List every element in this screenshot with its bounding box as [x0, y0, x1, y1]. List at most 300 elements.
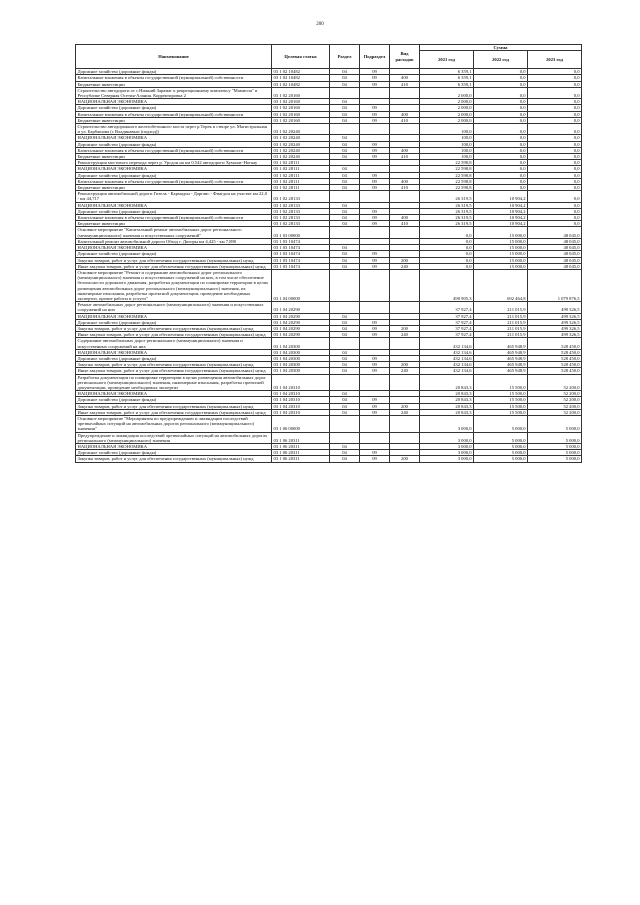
- header-expense-type: Вид расходов: [390, 45, 420, 69]
- cell-name: Бюджетные инвестиции: [76, 154, 272, 160]
- cell-name: Дорожное хозяйство (дорожные фонды): [76, 319, 272, 325]
- table-body: [76, 69, 582, 462]
- cell-year-2023: 0,0: [528, 221, 582, 227]
- cell-name: Бюджетные инвестиции: [76, 185, 272, 191]
- cell-section: 04: [330, 409, 360, 415]
- cell-expense-type: 240: [390, 368, 420, 374]
- cell-target: 03 1 04 20310: [272, 409, 330, 415]
- cell-year-2023: 0,0: [528, 75, 582, 81]
- cell-name: НАЦИОНАЛЬНАЯ ЭКОНОМИКА: [76, 245, 272, 251]
- cell-year-2023: 528 450,0: [528, 338, 582, 349]
- cell-year-2021: 432 134,6: [420, 355, 474, 361]
- cell-expense-type: [390, 338, 420, 349]
- cell-expense-type: 400: [390, 111, 420, 117]
- cell-target: 03 1 02 10482: [272, 69, 330, 75]
- cell-name: Капитальные вложения в объекты государственной (муниципальной) собственности: [76, 178, 272, 184]
- cell-section: 04: [330, 154, 360, 160]
- cell-name: Разработка документации по планировке территории в целях размещения автомобильных дорог регионального (межмуниципального) значения, инженерные изыскания, разработка проектной документации, проведение необходимых экспертиз: [76, 374, 272, 391]
- cell-target: 03 1 06 20311: [272, 456, 330, 462]
- cell-target: 03 1 06 20311: [272, 444, 330, 450]
- cell-year-2021: 432 134,6: [420, 349, 474, 355]
- cell-name: Строительство автодороги от с.Нижний Зарамаг к рекреационному комплексу "Мамисон" в Республике Северная Осетия-Алания. Корректировка 2: [76, 87, 272, 98]
- cell-year-2023: 0,0: [528, 117, 582, 123]
- cell-name: Строительство автодорожного железобетонного моста через р.Терек в створе ул. Магистральная и ул. Барбашова (с Владикавказ (подход)): [76, 124, 272, 135]
- cell-section: 04: [330, 245, 360, 251]
- cell-target: 03 1 02 28111: [272, 178, 330, 184]
- cell-year-2021: 26 319,5: [420, 208, 474, 214]
- table-row: [76, 432, 582, 443]
- cell-subsection: 09: [360, 450, 390, 456]
- cell-section: 04: [330, 172, 360, 178]
- cell-target: 03 1 02 20240: [272, 147, 330, 153]
- cell-year-2021: 100,0: [420, 124, 474, 135]
- cell-subsection: [360, 432, 390, 443]
- cell-year-2021: 2 000,0: [420, 105, 474, 111]
- cell-year-2021: 37 927,4: [420, 332, 474, 338]
- table-row: [76, 227, 582, 238]
- cell-year-2022: 5 000,0: [474, 444, 528, 450]
- cell-subsection: 09: [360, 221, 390, 227]
- cell-expense-type: 200: [390, 325, 420, 331]
- cell-expense-type: 240: [390, 332, 420, 338]
- cell-section: 04: [330, 178, 360, 184]
- cell-year-2021: 0,0: [420, 251, 474, 257]
- cell-year-2023: 0,0: [528, 215, 582, 221]
- table-header: [76, 45, 582, 69]
- cell-year-2023: 0,0: [528, 99, 582, 105]
- cell-year-2022: 0,0: [474, 81, 528, 87]
- cell-subsection: 09: [360, 397, 390, 403]
- cell-target: 03 1 02 28133: [272, 191, 330, 202]
- cell-year-2023: 0,0: [528, 178, 582, 184]
- cell-subsection: 09: [360, 215, 390, 221]
- cell-section: 04: [330, 81, 360, 87]
- cell-target: 03 1 03 10474: [272, 263, 330, 269]
- cell-section: 04: [330, 355, 360, 361]
- cell-section: 04: [330, 444, 360, 450]
- cell-subsection: [360, 269, 390, 301]
- cell-year-2022: 0,0: [474, 154, 528, 160]
- header-section: Раздел: [330, 45, 360, 69]
- cell-year-2022: 465 948,9: [474, 355, 528, 361]
- cell-subsection: 09: [360, 409, 390, 415]
- cell-year-2021: 100,0: [420, 141, 474, 147]
- cell-target: 03 1 04 20310: [272, 374, 330, 391]
- cell-year-2023: 0,0: [528, 87, 582, 98]
- cell-section: 04: [330, 397, 360, 403]
- cell-section: 04: [330, 391, 360, 397]
- cell-expense-type: 240: [390, 263, 420, 269]
- cell-year-2022: 10 904,2: [474, 191, 528, 202]
- cell-year-2023: 48 045,0: [528, 238, 582, 244]
- cell-target: 03 1 04 20300: [272, 355, 330, 361]
- cell-name: Капитальные вложения в объекты государственной (муниципальной) собственности: [76, 75, 272, 81]
- cell-name: Ремонт автомобильных дорог регионального (межмуниципального) значения и искусственных сооружений на них: [76, 302, 272, 313]
- header-name: Наименование: [76, 45, 272, 69]
- cell-target: 03 1 02 10482: [272, 75, 330, 81]
- header-sum: Сумма: [420, 45, 582, 51]
- cell-subsection: 09: [360, 257, 390, 263]
- cell-target: 03 1 06 00000: [272, 415, 330, 432]
- cell-name: Иные закупки товаров, работ и услуг для обеспечения государственных (муниципальных) нужд: [76, 332, 272, 338]
- cell-name: Капитальные вложения в объекты государственной (муниципальной) собственности: [76, 215, 272, 221]
- cell-section: 04: [330, 141, 360, 147]
- header-year-2023: 2023 год: [528, 51, 582, 69]
- cell-name: Иные закупки товаров, работ и услуг для обеспечения государственных (муниципальных) нужд: [76, 368, 272, 374]
- cell-year-2022: 465 948,9: [474, 338, 528, 349]
- cell-section: 04: [330, 111, 360, 117]
- cell-year-2022: 10 904,2: [474, 215, 528, 221]
- cell-year-2022: 0,0: [474, 185, 528, 191]
- cell-year-2023: 499 326,5: [528, 325, 582, 331]
- table-row: [76, 269, 582, 301]
- cell-year-2021: 37 927,4: [420, 319, 474, 325]
- cell-section: [330, 227, 360, 238]
- cell-year-2023: 0,0: [528, 191, 582, 202]
- cell-target: 03 1 04 20310: [272, 391, 330, 397]
- cell-year-2022: 5 000,0: [474, 415, 528, 432]
- cell-name: Бюджетные инвестиции: [76, 221, 272, 227]
- cell-section: 04: [330, 202, 360, 208]
- cell-subsection: 09: [360, 456, 390, 462]
- header-subsection: Подраздел: [360, 45, 390, 69]
- cell-year-2022: 10 904,2: [474, 221, 528, 227]
- cell-target: 03 1 02 10482: [272, 81, 330, 87]
- cell-name: Дорожное хозяйство (дорожные фонды): [76, 355, 272, 361]
- cell-name: НАЦИОНАЛЬНАЯ ЭКОНОМИКА: [76, 313, 272, 319]
- cell-name: Капитальные вложения в объекты государственной (муниципальной) собственности: [76, 147, 272, 153]
- cell-year-2022: 15 500,0: [474, 397, 528, 403]
- cell-year-2022: 692 464,8: [474, 269, 528, 301]
- cell-year-2022: 5 000,0: [474, 450, 528, 456]
- cell-target: 03 1 04 00000: [272, 269, 330, 301]
- cell-target: 03 1 06 20311: [272, 432, 330, 443]
- cell-year-2022: 10 904,2: [474, 202, 528, 208]
- cell-year-2022: 211 015,9: [474, 319, 528, 325]
- cell-name: Закупка товаров, работ и услуг для обеспечения государственных (муниципальных) нужд: [76, 362, 272, 368]
- cell-year-2023: 528 450,0: [528, 362, 582, 368]
- cell-year-2022: 15 000,0: [474, 227, 528, 238]
- cell-year-2023: 0,0: [528, 202, 582, 208]
- cell-section: 04: [330, 208, 360, 214]
- cell-section: [330, 191, 360, 202]
- cell-year-2021: 3 000,0: [420, 415, 474, 432]
- cell-target: 03 1 04 20290: [272, 325, 330, 331]
- cell-year-2021: 2 000,0: [420, 87, 474, 98]
- cell-subsection: 09: [360, 172, 390, 178]
- cell-year-2021: 3 000,0: [420, 444, 474, 450]
- cell-year-2023: 5 000,0: [528, 432, 582, 443]
- cell-subsection: [360, 124, 390, 135]
- cell-year-2021: 37 927,4: [420, 325, 474, 331]
- cell-name: Иные закупки товаров, работ и услуг для обеспечения государственных (муниципальных) нужд: [76, 263, 272, 269]
- cell-target: 03 1 03 10474: [272, 257, 330, 263]
- cell-year-2023: 528 450,0: [528, 368, 582, 374]
- cell-year-2022: 0,0: [474, 178, 528, 184]
- cell-year-2022: 15 500,0: [474, 374, 528, 391]
- cell-section: 04: [330, 263, 360, 269]
- cell-section: 04: [330, 456, 360, 462]
- cell-year-2021: 6 359,1: [420, 75, 474, 81]
- cell-year-2023: 52 200,0: [528, 374, 582, 391]
- cell-year-2021: 20 843,3: [420, 403, 474, 409]
- cell-subsection: 09: [360, 403, 390, 409]
- cell-expense-type: [390, 124, 420, 135]
- cell-section: 04: [330, 325, 360, 331]
- cell-year-2021: 2 000,0: [420, 117, 474, 123]
- cell-target: 03 1 03 00000: [272, 227, 330, 238]
- cell-subsection: 09: [360, 111, 390, 117]
- cell-name: НАЦИОНАЛЬНАЯ ЭКОНОМИКА: [76, 135, 272, 141]
- cell-name: Дорожное хозяйство (дорожные фонды): [76, 251, 272, 257]
- cell-target: 03 1 04 20310: [272, 397, 330, 403]
- cell-year-2023: 0,0: [528, 172, 582, 178]
- cell-section: 04: [330, 362, 360, 368]
- cell-year-2022: 211 015,9: [474, 325, 528, 331]
- cell-section: [330, 415, 360, 432]
- cell-year-2021: 20 843,3: [420, 391, 474, 397]
- cell-name: Закупка товаров, работ и услуг для обеспечения государственных (муниципальных) нужд: [76, 403, 272, 409]
- cell-year-2022: 0,0: [474, 124, 528, 135]
- cell-expense-type: 200: [390, 257, 420, 263]
- cell-section: [330, 87, 360, 98]
- cell-year-2021: 0,0: [420, 227, 474, 238]
- cell-year-2023: 5 000,0: [528, 444, 582, 450]
- cell-year-2023: 48 045,0: [528, 263, 582, 269]
- cell-year-2022: 465 948,9: [474, 362, 528, 368]
- cell-section: 04: [330, 221, 360, 227]
- cell-target: 03 1 02 28133: [272, 215, 330, 221]
- table-row: [76, 415, 582, 432]
- table-row: [76, 191, 582, 202]
- cell-name: Реконструкция автомобильной дороги Гизель - Кармадон - Даргавс - Фиагдон на участке км 22,0 - км 44,717: [76, 191, 272, 202]
- cell-section: 04: [330, 105, 360, 111]
- cell-name: Основное мероприятие "Мероприятия по предупреждению и ликвидации последствий чрезвычайных ситуаций на автомобильных дорогах регионального (межмуниципального) значения": [76, 415, 272, 432]
- cell-name: Дорожное хозяйство (дорожные фонды): [76, 69, 272, 75]
- cell-target: 03 1 02 20240: [272, 124, 330, 135]
- cell-subsection: [360, 374, 390, 391]
- cell-name: Основное мероприятие "Ремонт и содержание автомобильных дорог регионального (межмуниципального) значения и искусственных сооружений на них, в том числе обеспечение безопасности дорожного движения, разработка документации по планировке территории в целях размещения автомобильных дорог регионального (межмуниципального) значения, их инженерные изыскания, разработка проектной документации, проведение необходимых экспертиз, прочие работы и услуги": [76, 269, 272, 301]
- cell-name: Закупка товаров, работ и услуг для обеспечения государственных (муниципальных) нужд: [76, 456, 272, 462]
- cell-target: 03 1 02 28133: [272, 202, 330, 208]
- cell-target: 03 1 04 20290: [272, 313, 330, 319]
- cell-year-2021: 26 319,5: [420, 191, 474, 202]
- cell-target: 03 1 03 10474: [272, 245, 330, 251]
- cell-name: Дорожное хозяйство (дорожные фонды): [76, 397, 272, 403]
- cell-year-2022: 0,0: [474, 69, 528, 75]
- cell-name: Предупреждение и ликвидация последствий чрезвычайных ситуаций на автомобильных дорогах регионального (межмуниципального) значения: [76, 432, 272, 443]
- cell-year-2023: 528 450,0: [528, 355, 582, 361]
- cell-year-2023: 0,0: [528, 69, 582, 75]
- cell-year-2021: 37 927,4: [420, 313, 474, 319]
- cell-year-2021: 26 319,5: [420, 215, 474, 221]
- cell-year-2023: 0,0: [528, 105, 582, 111]
- cell-year-2021: 0,0: [420, 263, 474, 269]
- cell-target: 03 1 02 20160: [272, 87, 330, 98]
- cell-year-2023: 499 326,5: [528, 313, 582, 319]
- cell-subsection: 09: [360, 325, 390, 331]
- cell-year-2021: 100,0: [420, 135, 474, 141]
- cell-expense-type: 400: [390, 75, 420, 81]
- cell-target: 03 1 04 20300: [272, 349, 330, 355]
- cell-subsection: 09: [360, 263, 390, 269]
- cell-subsection: 09: [360, 117, 390, 123]
- cell-year-2023: 0,0: [528, 124, 582, 135]
- cell-subsection: 09: [360, 362, 390, 368]
- cell-year-2021: 2 000,0: [420, 111, 474, 117]
- cell-year-2021: 26 319,5: [420, 202, 474, 208]
- cell-section: 04: [330, 215, 360, 221]
- cell-expense-type: 200: [390, 456, 420, 462]
- cell-year-2023: 5 000,0: [528, 456, 582, 462]
- cell-year-2023: 0,0: [528, 135, 582, 141]
- cell-year-2021: 22 598,8: [420, 178, 474, 184]
- cell-expense-type: [390, 415, 420, 432]
- cell-year-2021: 6 359,1: [420, 69, 474, 75]
- cell-target: 03 1 02 28133: [272, 208, 330, 214]
- cell-year-2023: 0,0: [528, 154, 582, 160]
- cell-section: 04: [330, 251, 360, 257]
- cell-year-2022: 15 000,0: [474, 251, 528, 257]
- cell-year-2023: 52 200,0: [528, 397, 582, 403]
- table-row: [76, 302, 582, 313]
- cell-section: 04: [330, 99, 360, 105]
- cell-year-2023: 52 200,0: [528, 409, 582, 415]
- cell-expense-type: 400: [390, 178, 420, 184]
- cell-target: 03 1 04 20300: [272, 362, 330, 368]
- cell-name: НАЦИОНАЛЬНАЯ ЭКОНОМИКА: [76, 444, 272, 450]
- cell-subsection: 09: [360, 75, 390, 81]
- cell-expense-type: 410: [390, 154, 420, 160]
- cell-year-2021: 100,0: [420, 147, 474, 153]
- cell-year-2021: 432 134,6: [420, 368, 474, 374]
- cell-name: Дорожное хозяйство (дорожные фонды): [76, 105, 272, 111]
- cell-year-2022: 0,0: [474, 147, 528, 153]
- cell-subsection: 09: [360, 141, 390, 147]
- cell-year-2022: 0,0: [474, 166, 528, 172]
- cell-expense-type: [390, 302, 420, 313]
- cell-target: 03 1 06 20311: [272, 450, 330, 456]
- cell-expense-type: [390, 87, 420, 98]
- cell-year-2022: 15 000,0: [474, 245, 528, 251]
- cell-expense-type: 400: [390, 215, 420, 221]
- cell-section: 04: [330, 135, 360, 141]
- cell-target: 03 1 03 10474: [272, 238, 330, 244]
- cell-expense-type: [390, 191, 420, 202]
- cell-subsection: 09: [360, 147, 390, 153]
- cell-section: [330, 302, 360, 313]
- cell-subsection: 09: [360, 355, 390, 361]
- cell-year-2023: 0,0: [528, 166, 582, 172]
- cell-year-2023: 0,0: [528, 81, 582, 87]
- cell-subsection: [360, 191, 390, 202]
- cell-name: Бюджетные инвестиции: [76, 117, 272, 123]
- cell-target: 03 1 02 28111: [272, 166, 330, 172]
- cell-subsection: 09: [360, 319, 390, 325]
- cell-subsection: 09: [360, 251, 390, 257]
- cell-subsection: 09: [360, 178, 390, 184]
- cell-target: 03 1 04 20290: [272, 332, 330, 338]
- cell-year-2022: 15 000,0: [474, 238, 528, 244]
- cell-year-2022: 0,0: [474, 75, 528, 81]
- cell-section: 04: [330, 257, 360, 263]
- cell-name: Дорожное хозяйство (дорожные фонды): [76, 141, 272, 147]
- cell-year-2021: 22 598,8: [420, 160, 474, 166]
- cell-year-2021: 20 843,3: [420, 409, 474, 415]
- cell-year-2023: 0,0: [528, 185, 582, 191]
- cell-name: НАЦИОНАЛЬНАЯ ЭКОНОМИКА: [76, 166, 272, 172]
- cell-year-2022: 5 000,0: [474, 456, 528, 462]
- cell-year-2021: 2 000,0: [420, 99, 474, 105]
- cell-year-2021: 26 319,5: [420, 221, 474, 227]
- cell-year-2021: 22 598,8: [420, 185, 474, 191]
- cell-year-2023: 0,0: [528, 208, 582, 214]
- cell-year-2022: 211 015,9: [474, 332, 528, 338]
- cell-section: 04: [330, 185, 360, 191]
- cell-year-2022: 0,0: [474, 111, 528, 117]
- cell-name: НАЦИОНАЛЬНАЯ ЭКОНОМИКА: [76, 349, 272, 355]
- cell-section: 04: [330, 117, 360, 123]
- cell-target: 03 1 04 20310: [272, 403, 330, 409]
- cell-expense-type: 200: [390, 403, 420, 409]
- header-year-2022: 2022 год: [474, 51, 528, 69]
- cell-subsection: [360, 227, 390, 238]
- page-number: 200: [316, 22, 324, 27]
- cell-subsection: 09: [360, 69, 390, 75]
- cell-subsection: [360, 87, 390, 98]
- cell-subsection: [360, 415, 390, 432]
- cell-year-2021: 3 000,0: [420, 456, 474, 462]
- cell-year-2021: 0,0: [420, 238, 474, 244]
- cell-target: 03 1 04 20290: [272, 319, 330, 325]
- cell-name: Закупка товаров, работ и услуг для обеспечения государственных (муниципальных) нужд: [76, 325, 272, 331]
- cell-target: 03 1 03 10474: [272, 251, 330, 257]
- cell-year-2021: 432 134,6: [420, 362, 474, 368]
- cell-year-2022: 15 000,0: [474, 263, 528, 269]
- cell-subsection: [360, 302, 390, 313]
- cell-year-2021: 432 134,6: [420, 338, 474, 349]
- cell-year-2023: 52 200,0: [528, 391, 582, 397]
- cell-year-2022: 15 500,0: [474, 409, 528, 415]
- cell-section: 04: [330, 147, 360, 153]
- header-target: Целевая статья: [272, 45, 330, 69]
- cell-year-2021: 100,0: [420, 154, 474, 160]
- cell-year-2023: 499 326,5: [528, 319, 582, 325]
- cell-name: НАЦИОНАЛЬНАЯ ЭКОНОМИКА: [76, 391, 272, 397]
- cell-section: 04: [330, 75, 360, 81]
- cell-year-2023: 528 450,0: [528, 349, 582, 355]
- cell-name: НАЦИОНАЛЬНАЯ ЭКОНОМИКА: [76, 99, 272, 105]
- cell-target: 03 1 02 20240: [272, 135, 330, 141]
- table-row: [76, 87, 582, 98]
- cell-target: 03 1 04 20300: [272, 368, 330, 374]
- cell-expense-type: 410: [390, 185, 420, 191]
- cell-section: 04: [330, 166, 360, 172]
- cell-year-2022: 0,0: [474, 99, 528, 105]
- cell-year-2021: 20 843,3: [420, 374, 474, 391]
- cell-year-2022: 15 000,0: [474, 257, 528, 263]
- cell-year-2021: 3 000,0: [420, 450, 474, 456]
- cell-section: [330, 432, 360, 443]
- cell-subsection: 09: [360, 185, 390, 191]
- cell-year-2023: 48 045,0: [528, 245, 582, 251]
- cell-year-2023: 499 326,5: [528, 302, 582, 313]
- table-row: [76, 456, 582, 462]
- cell-year-2021: 490 905,3: [420, 269, 474, 301]
- header-year-2021: 2021 год: [420, 51, 474, 69]
- cell-target: 03 1 02 28111: [272, 185, 330, 191]
- cell-year-2022: 0,0: [474, 172, 528, 178]
